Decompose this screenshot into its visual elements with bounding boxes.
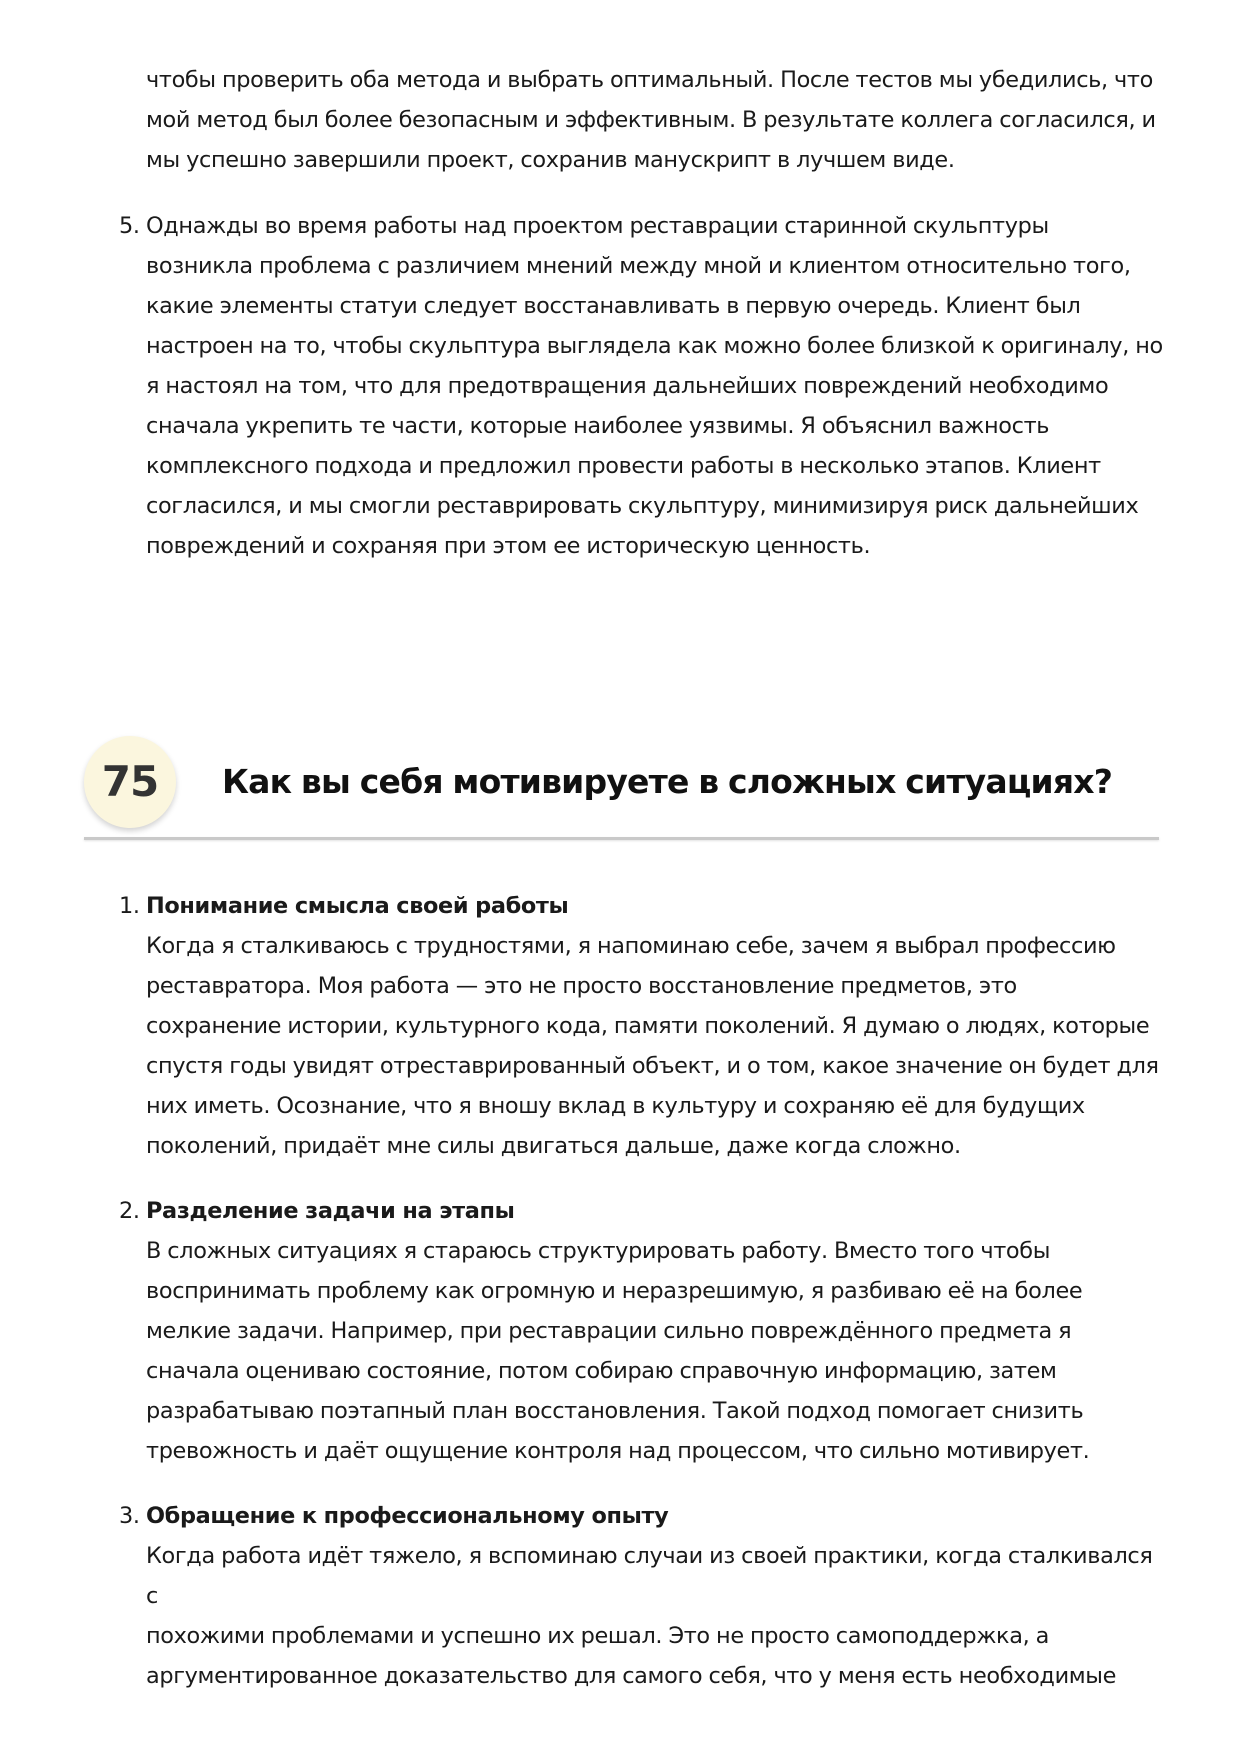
item-line: В сложных ситуациях я стараюсь структурировать работу. Вместо того чтобы <box>146 1238 1051 1264</box>
item-line: согласился, и мы смогли реставрировать скульптуру, минимизируя риск дальнейших <box>146 493 1139 519</box>
item-line: воспринимать проблему как огромную и неразрешимую, я разбиваю её на более <box>146 1278 1083 1304</box>
question-number-badge: 75 <box>84 736 176 828</box>
previous-item-5 <box>119 206 1169 566</box>
item-number: 2. <box>119 1198 140 1224</box>
item-line: Когда работа идёт тяжело, я вспоминаю случаи из своей практики, когда сталкивался с <box>146 1543 1153 1609</box>
item-line: чтобы проверить оба метода и выбрать оптимальный. После тестов мы убедились, что <box>146 67 1153 93</box>
question-heading <box>84 736 1159 840</box>
item-line: какие элементы статуи следует восстанавливать в первую очередь. Клиент был <box>146 293 1081 319</box>
item-line: мой метод был более безопасным и эффективным. В результате коллега согласился, и <box>146 107 1156 133</box>
item-line: повреждений и сохраняя при этом ее историческую ценность. <box>146 533 871 559</box>
item-line: комплексного подхода и предложил провести работы в несколько этапов. Клиент <box>146 453 1101 479</box>
item-title: Разделение задачи на этапы <box>146 1198 515 1224</box>
item-line: я настоял на том, что для предотвращения дальнейших повреждений необходимо <box>146 373 1109 399</box>
heading-divider <box>84 837 1159 840</box>
item-line: реставратора. Моя работа — это не просто восстановление предметов, это <box>146 973 1017 999</box>
item-line: разрабатываю поэтапный план восстановления. Такой подход помогает снизить <box>146 1398 1084 1424</box>
list-item <box>119 1191 1169 1471</box>
item-line: них иметь. Осознание, что я вношу вклад в культуру и сохраняю её для будущих <box>146 1093 1085 1119</box>
question-title: Как вы себя мотивируете в сложных ситуациях? <box>222 762 1113 801</box>
list-item <box>119 206 1169 566</box>
list-item <box>119 886 1169 1166</box>
list-item-continuation <box>119 60 1169 180</box>
answer-list <box>119 886 1169 1721</box>
item-line: сохранение истории, культурного кода, памяти поколений. Я думаю о людях, которые <box>146 1013 1150 1039</box>
item-number: 3. <box>119 1503 140 1529</box>
item-line: поколений, придаёт мне силы двигаться дальше, даже когда сложно. <box>146 1133 961 1159</box>
item-title: Понимание смысла своей работы <box>146 893 569 919</box>
item-line: возникла проблема с различием мнений между мной и клиентом относительно того, <box>146 253 1131 279</box>
item-line: Однажды во время работы над проектом реставрации старинной скульптуры <box>146 213 1049 239</box>
item-title: Обращение к профессиональному опыту <box>146 1503 669 1529</box>
item-line: спустя годы увидят отреставрированный объект, и о том, какое значение он будет для <box>146 1053 1159 1079</box>
item-line: похожими проблемами и успешно их решал. Это не просто самоподдержка, а <box>146 1623 1049 1649</box>
item-line: настроен на то, чтобы скульптура выглядела как можно более близкой к оригиналу, но <box>146 333 1163 359</box>
item-line: мы успешно завершили проект, сохранив манускрипт в лучшем виде. <box>146 147 955 173</box>
item-line: тревожность и даёт ощущение контроля над процессом, что сильно мотивирует. <box>146 1438 1090 1464</box>
previous-item-continuation <box>119 60 1169 180</box>
item-number: 5. <box>119 213 140 239</box>
item-line: сначала оцениваю состояние, потом собираю справочную информацию, затем <box>146 1358 1057 1384</box>
item-number: 1. <box>119 893 140 919</box>
item-line: Когда я сталкиваюсь с трудностями, я напоминаю себе, зачем я выбрал профессию <box>146 933 1116 959</box>
item-line: мелкие задачи. Например, при реставрации сильно повреждённого предмета я <box>146 1318 1072 1344</box>
list-item <box>119 1496 1169 1696</box>
item-line: аргументированное доказательство для самого себя, что у меня есть необходимые <box>146 1663 1117 1689</box>
item-line: сначала укрепить те части, которые наиболее уязвимы. Я объяснил важность <box>146 413 1050 439</box>
